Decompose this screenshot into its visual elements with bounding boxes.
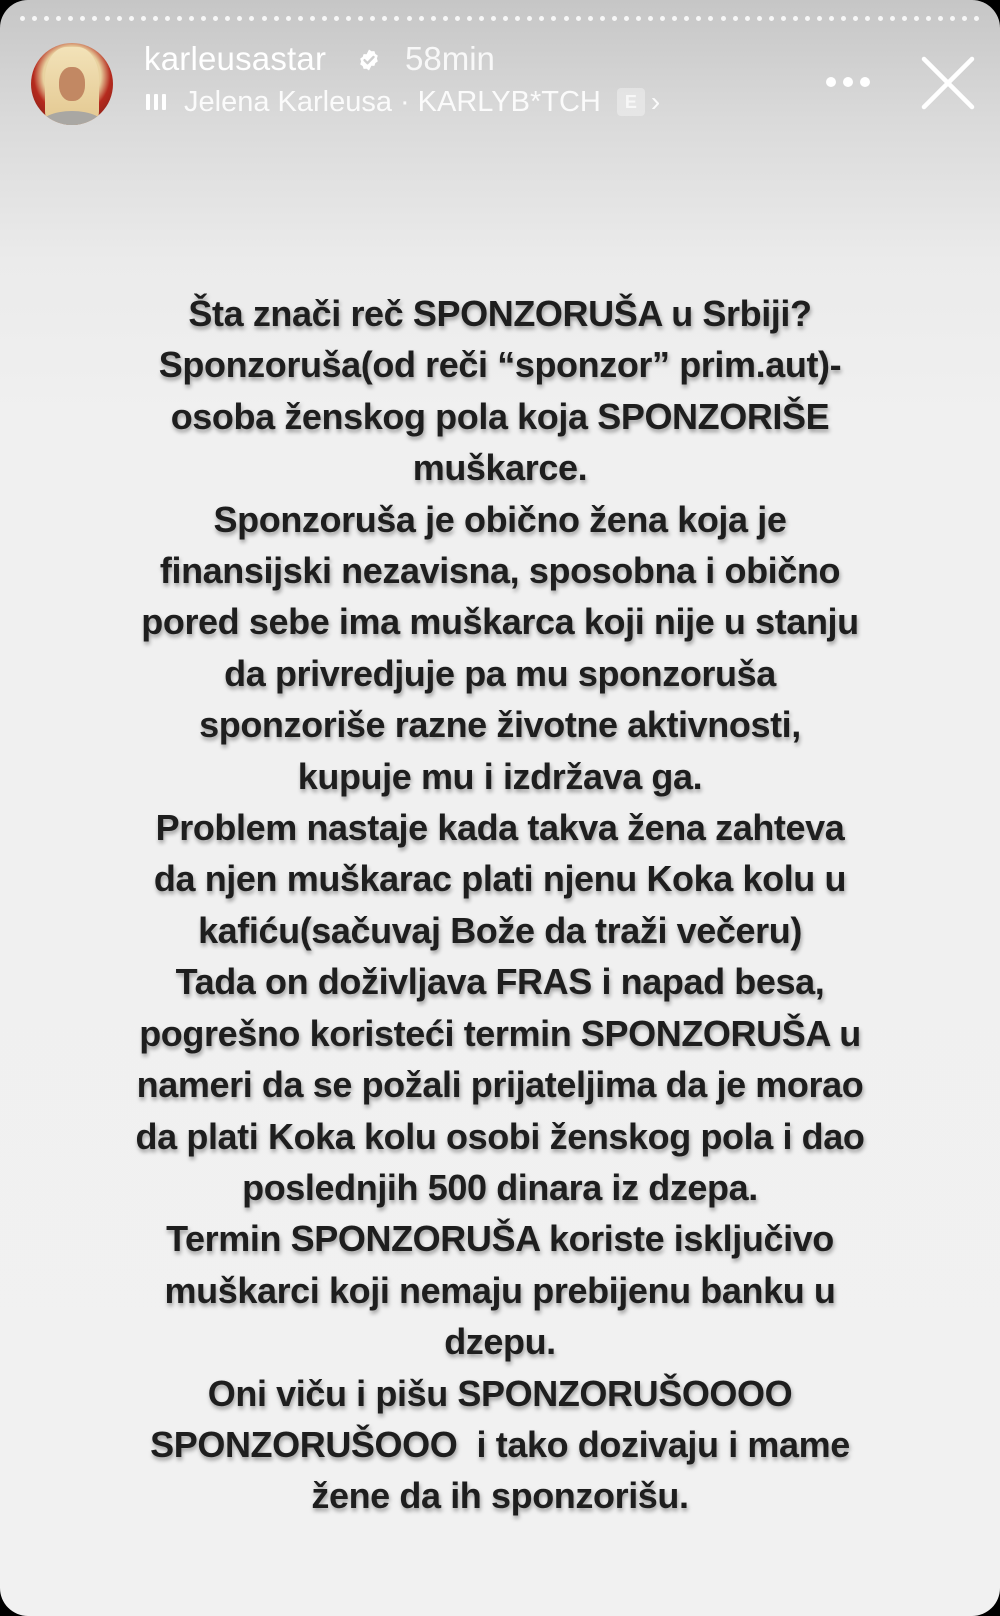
audio-bars-icon — [146, 94, 166, 110]
progress-segment — [20, 16, 25, 21]
music-separator: · — [399, 85, 410, 118]
progress-segment — [129, 16, 134, 21]
story-text-line: sponzoriše razne životne aktivnosti, — [199, 704, 801, 746]
story-text-line: Sponzoruša(od reči “sponzor” prim.aut)- — [158, 344, 842, 386]
avatar[interactable] — [31, 43, 113, 125]
story-text-line: Termin SPONZORUŠA koriste isključivo — [166, 1218, 834, 1260]
progress-segment — [902, 16, 907, 21]
progress-segment — [407, 16, 412, 21]
progress-segment — [684, 16, 689, 21]
story-text-line: da plati Koka kolu osobi ženskog pola i dao — [135, 1115, 865, 1157]
story-progress-bar — [20, 15, 980, 21]
progress-segment — [564, 16, 569, 21]
progress-segment — [733, 16, 738, 21]
progress-segment — [841, 16, 846, 21]
progress-segment — [334, 16, 339, 21]
progress-segment — [781, 16, 786, 21]
progress-segment — [32, 16, 37, 21]
story-time-ago: 58min — [405, 40, 495, 77]
close-icon[interactable] — [920, 55, 976, 111]
more-dot-icon — [843, 77, 853, 87]
story-text-line: dzepu. — [444, 1321, 556, 1363]
progress-segment — [479, 16, 484, 21]
progress-segment — [419, 16, 424, 21]
progress-segment — [539, 16, 544, 21]
progress-segment — [805, 16, 810, 21]
progress-segment — [974, 16, 979, 21]
progress-segment — [503, 16, 508, 21]
progress-segment — [443, 16, 448, 21]
progress-segment — [745, 16, 750, 21]
progress-segment — [237, 16, 242, 21]
progress-segment — [80, 16, 85, 21]
progress-segment — [92, 16, 97, 21]
progress-segment — [274, 16, 279, 21]
progress-segment — [708, 16, 713, 21]
progress-segment — [721, 16, 726, 21]
progress-segment — [551, 16, 556, 21]
progress-segment — [757, 16, 762, 21]
progress-segment — [455, 16, 460, 21]
progress-segment — [117, 16, 122, 21]
username-link[interactable]: karleusastar — [144, 40, 327, 77]
progress-segment — [370, 16, 375, 21]
more-dot-icon — [860, 77, 870, 87]
progress-segment — [515, 16, 520, 21]
progress-segment — [865, 16, 870, 21]
story-text-line: Problem nastaje kada takva žena zahteva — [155, 807, 845, 849]
story-text-line: Sponzoruša je obično žena koja je — [213, 498, 787, 540]
avatar-face — [59, 67, 85, 101]
progress-segment — [793, 16, 798, 21]
progress-segment — [829, 16, 834, 21]
music-artist: Jelena Karleusa — [184, 85, 392, 118]
progress-segment — [225, 16, 230, 21]
progress-segment — [491, 16, 496, 21]
progress-segment — [660, 16, 665, 21]
progress-segment — [189, 16, 194, 21]
music-track: KARLYB*TCH — [417, 85, 601, 118]
story-text-line: finansijski nezavisna, sposobna i obično — [159, 550, 841, 592]
progress-segment — [141, 16, 146, 21]
progress-segment — [890, 16, 895, 21]
story-text-line: kupuje mu i izdržava ga. — [297, 755, 703, 797]
progress-segment — [950, 16, 955, 21]
story-text-line: SPONZORUŠOOO i tako dozivaju i mame — [150, 1423, 850, 1465]
progress-segment — [177, 16, 182, 21]
progress-segment — [431, 16, 436, 21]
story-text-line: muškarce. — [412, 447, 588, 489]
story-text-line: žene da ih sponzorišu. — [311, 1475, 689, 1517]
progress-segment — [672, 16, 677, 21]
progress-segment — [878, 16, 883, 21]
story-text-line: pored sebe ima muškarca koji nije u stanju — [141, 601, 859, 643]
progress-segment — [962, 16, 967, 21]
progress-segment — [286, 16, 291, 21]
story-text-line: nameri da se požali prijateljima da je morao — [136, 1064, 864, 1106]
progress-segment — [769, 16, 774, 21]
progress-segment — [201, 16, 206, 21]
story-text-block — [40, 288, 960, 1522]
progress-segment — [612, 16, 617, 21]
progress-segment — [926, 16, 931, 21]
story-text-line: poslednjih 500 dinara iz dzepa. — [242, 1166, 758, 1208]
music-attribution[interactable] — [146, 84, 660, 120]
explicit-badge: E — [617, 88, 645, 116]
story-text-line: osoba ženskog pola koja SPONZORIŠE — [170, 395, 830, 437]
progress-segment — [262, 16, 267, 21]
chevron-right-icon: › — [650, 86, 661, 117]
progress-segment — [298, 16, 303, 21]
progress-segment — [44, 16, 49, 21]
progress-segment — [527, 16, 532, 21]
progress-segment — [696, 16, 701, 21]
verified-badge-icon — [357, 48, 381, 72]
story-text-line: Šta znači reč SPONZORUŠA u Srbiji? — [188, 293, 812, 334]
progress-segment — [938, 16, 943, 21]
progress-segment — [467, 16, 472, 21]
story-text-line: pogrešno koristeći termin SPONZORUŠA u — [139, 1012, 861, 1054]
story-text-line: da privredjuje pa mu sponzoruša — [224, 652, 776, 694]
progress-segment — [382, 16, 387, 21]
story-text-line: Oni viču i pišu SPONZORUŠOOOO — [207, 1372, 793, 1414]
progress-segment — [165, 16, 170, 21]
progress-segment — [213, 16, 218, 21]
story-text-line: muškarci koji nemaju prebijenu banku u — [164, 1269, 836, 1311]
story-text-line: Tada on doživljava FRAS i napad besa, — [175, 961, 825, 1003]
story-text-line: da njen muškarac plati njenu Koka kolu u — [153, 858, 847, 900]
progress-segment — [68, 16, 73, 21]
progress-segment — [588, 16, 593, 21]
progress-segment — [600, 16, 605, 21]
progress-segment — [310, 16, 315, 21]
progress-segment — [153, 16, 158, 21]
progress-segment — [322, 16, 327, 21]
progress-segment — [56, 16, 61, 21]
progress-segment — [648, 16, 653, 21]
more-options-button[interactable] — [826, 72, 870, 92]
more-dot-icon — [826, 77, 836, 87]
progress-segment — [346, 16, 351, 21]
progress-segment — [358, 16, 363, 21]
progress-segment — [636, 16, 641, 21]
progress-segment — [853, 16, 858, 21]
progress-segment — [817, 16, 822, 21]
story-text-line: kafiću(sačuvaj Bože da traži večeru) — [198, 909, 802, 951]
progress-segment — [624, 16, 629, 21]
progress-segment — [394, 16, 399, 21]
progress-segment — [914, 16, 919, 21]
progress-segment — [249, 16, 254, 21]
progress-segment — [576, 16, 581, 21]
progress-segment — [105, 16, 110, 21]
